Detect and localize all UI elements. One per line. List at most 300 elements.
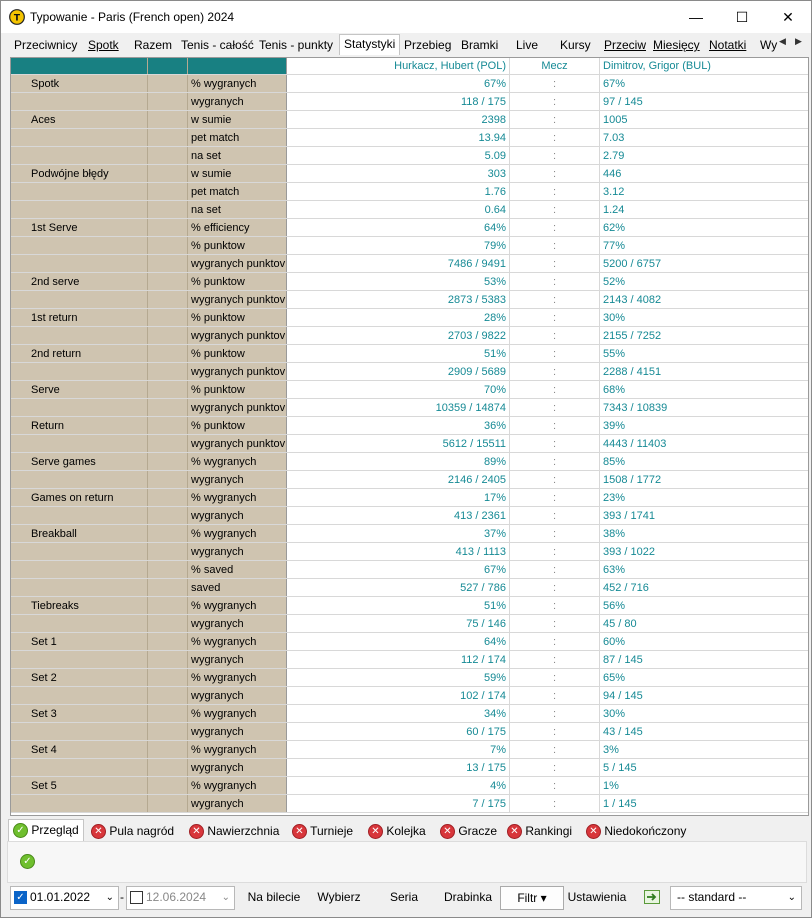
player2-value: 23%: [600, 489, 809, 507]
table-row[interactable]: [11, 651, 808, 669]
category-cell: 2nd serve: [11, 273, 148, 291]
match-value: :: [510, 327, 600, 345]
metric-cell: wygranych punktov: [188, 255, 287, 273]
minimize-button[interactable]: —: [689, 9, 703, 25]
spacer-cell: [148, 363, 188, 381]
btab-rankingi[interactable]: [507, 821, 572, 841]
match-value: :: [510, 489, 600, 507]
player1-value: 53%: [287, 273, 510, 291]
match-value: :: [510, 399, 600, 417]
category-cell: Games on return: [11, 489, 148, 507]
player1-value: 51%: [287, 597, 510, 615]
preset-select-value: -- standard --: [677, 890, 747, 904]
metric-cell: saved: [188, 579, 287, 597]
tab-razem[interactable]: Razem: [134, 38, 173, 52]
metric-cell: wygranych: [188, 687, 287, 705]
match-value: :: [510, 165, 600, 183]
table-row[interactable]: [11, 399, 808, 417]
date-to-picker[interactable]: [126, 886, 235, 910]
match-value: :: [510, 129, 600, 147]
metric-cell: % wygranych: [188, 453, 287, 471]
table-row[interactable]: [11, 93, 808, 111]
player1-value: 34%: [287, 705, 510, 723]
category-cell: [11, 759, 148, 777]
match-value: :: [510, 741, 600, 759]
category-cell: Podwójne błędy: [11, 165, 148, 183]
header-player1[interactable]: Hurkacz, Hubert (POL): [287, 58, 510, 75]
match-value: :: [510, 381, 600, 399]
spacer-cell: [148, 795, 188, 813]
match-value: :: [510, 75, 600, 93]
match-value: :: [510, 417, 600, 435]
table-row[interactable]: [11, 759, 808, 777]
player1-value: 0.64: [287, 201, 510, 219]
player2-value: 30%: [600, 309, 809, 327]
category-cell: 2nd return: [11, 345, 148, 363]
chevron-down-icon: ⌄: [221, 892, 230, 903]
check-icon: ✓: [13, 823, 28, 838]
table-row[interactable]: [11, 327, 808, 345]
spacer-cell: [148, 525, 188, 543]
metric-cell: wygranych punktov: [188, 363, 287, 381]
spacer-cell: [148, 237, 188, 255]
metric-cell: % wygranych: [188, 705, 287, 723]
match-value: :: [510, 705, 600, 723]
match-value: :: [510, 93, 600, 111]
table-row[interactable]: [11, 219, 808, 237]
metric-cell: % saved: [188, 561, 287, 579]
player1-value: 2873 / 5383: [287, 291, 510, 309]
table-row[interactable]: [11, 255, 808, 273]
player1-value: 2703 / 9822: [287, 327, 510, 345]
player2-value: 1005: [600, 111, 809, 129]
match-value: :: [510, 453, 600, 471]
filtr-dropdown-button[interactable]: Filtr ▾: [500, 886, 564, 910]
table-row[interactable]: [11, 543, 808, 561]
metric-cell: w sumie: [188, 165, 287, 183]
player1-value: 118 / 175: [287, 93, 510, 111]
tab-miesiecy[interactable]: Miesięcy: [653, 38, 700, 52]
table-row[interactable]: [11, 579, 808, 597]
metric-cell: % punktow: [188, 273, 287, 291]
tab-scroll-right-icon[interactable]: ▶: [795, 36, 802, 46]
spacer-cell: [148, 381, 188, 399]
header-cell: [148, 58, 188, 75]
btab-pula-nagrod[interactable]: [91, 821, 174, 841]
table-row[interactable]: [11, 381, 808, 399]
category-cell: [11, 435, 148, 453]
category-cell: [11, 399, 148, 417]
table-row[interactable]: [11, 453, 808, 471]
category-cell: [11, 471, 148, 489]
table-row[interactable]: [11, 525, 808, 543]
match-value: :: [510, 471, 600, 489]
category-cell: [11, 723, 148, 741]
table-row[interactable]: [11, 165, 808, 183]
category-cell: 1st Serve: [11, 219, 148, 237]
spacer-cell: [148, 291, 188, 309]
spacer-cell: [148, 147, 188, 165]
player2-value: 7343 / 10839: [600, 399, 809, 417]
ustawienia-button[interactable]: Ustawienia: [567, 890, 627, 904]
spacer-cell: [148, 489, 188, 507]
tab-scroll-left-icon[interactable]: ◀: [779, 36, 786, 46]
player2-value: 65%: [600, 669, 809, 687]
category-cell: [11, 543, 148, 561]
match-value: :: [510, 723, 600, 741]
table-row[interactable]: [11, 363, 808, 381]
spacer-cell: [148, 399, 188, 417]
player1-value: 51%: [287, 345, 510, 363]
main-tab-bar: [1, 34, 811, 54]
chevron-down-icon: ⌄: [105, 892, 114, 903]
category-cell: [11, 327, 148, 345]
player1-value: 13 / 175: [287, 759, 510, 777]
category-cell: [11, 615, 148, 633]
player2-value: 5 / 145: [600, 759, 809, 777]
metric-cell: pet match: [188, 183, 287, 201]
metric-cell: wygranych punktov: [188, 291, 287, 309]
player1-value: 7%: [287, 741, 510, 759]
player2-value: 1 / 145: [600, 795, 809, 813]
category-cell: [11, 651, 148, 669]
metric-cell: % punktow: [188, 309, 287, 327]
btab-label: Niedokończony: [604, 824, 687, 838]
spacer-cell: [148, 309, 188, 327]
btab-label: Rankingi: [525, 824, 573, 838]
spacer-cell: [148, 615, 188, 633]
category-cell: [11, 201, 148, 219]
spacer-cell: [148, 93, 188, 111]
na-bilecie-button[interactable]: Na bilecie: [247, 890, 301, 904]
match-value: :: [510, 507, 600, 525]
player1-value: 64%: [287, 219, 510, 237]
match-value: :: [510, 669, 600, 687]
btab-label: Nawierzchnia: [207, 824, 280, 838]
category-cell: [11, 93, 148, 111]
spacer-cell: [148, 219, 188, 237]
match-value: :: [510, 579, 600, 597]
table-row[interactable]: [11, 417, 808, 435]
btab-kolejka[interactable]: [368, 821, 426, 841]
spacer-cell: [148, 651, 188, 669]
player1-value: 28%: [287, 309, 510, 327]
player1-value: 4%: [287, 777, 510, 795]
match-value: :: [510, 147, 600, 165]
spacer-cell: [148, 129, 188, 147]
metric-cell: pet match: [188, 129, 287, 147]
table-row[interactable]: [11, 237, 808, 255]
match-value: :: [510, 219, 600, 237]
category-cell: 1st return: [11, 309, 148, 327]
window-title: Typowanie - Paris (French open) 2024: [30, 10, 235, 24]
player1-value: 1.76: [287, 183, 510, 201]
metric-cell: % wygranych: [188, 525, 287, 543]
table-row[interactable]: [11, 291, 808, 309]
match-value: :: [510, 651, 600, 669]
match-value: :: [510, 795, 600, 813]
spacer-cell: [148, 633, 188, 651]
metric-cell: w sumie: [188, 111, 287, 129]
category-cell: Serve: [11, 381, 148, 399]
table-row[interactable]: [11, 489, 808, 507]
btab-niedokonczony[interactable]: [586, 821, 686, 841]
error-x-icon: ✕: [507, 824, 522, 839]
table-row[interactable]: [11, 201, 808, 219]
tab-wy[interactable]: Wy: [760, 38, 778, 52]
category-cell: [11, 291, 148, 309]
table-row[interactable]: [11, 561, 808, 579]
btab-gracze[interactable]: [440, 821, 497, 841]
metric-cell: wygranych punktov: [188, 435, 287, 453]
player1-value: 79%: [287, 237, 510, 255]
metric-cell: wygranych: [188, 543, 287, 561]
spacer-cell: [148, 687, 188, 705]
table-row[interactable]: [11, 111, 808, 129]
category-cell: Set 1: [11, 633, 148, 651]
preset-select[interactable]: [670, 886, 802, 910]
player2-value: 38%: [600, 525, 809, 543]
spacer-cell: [148, 435, 188, 453]
player2-value: 1508 / 1772: [600, 471, 809, 489]
tab-przeciw[interactable]: Przeciw: [604, 38, 647, 52]
category-cell: Set 4: [11, 741, 148, 759]
tab-live[interactable]: Live: [516, 38, 539, 52]
error-x-icon: ✕: [368, 824, 383, 839]
metric-cell: % punktow: [188, 381, 287, 399]
player2-value: 45 / 80: [600, 615, 809, 633]
player2-value: 87 / 145: [600, 651, 809, 669]
header-mecz[interactable]: Mecz: [510, 58, 600, 75]
metric-cell: % punktow: [188, 417, 287, 435]
match-value: :: [510, 183, 600, 201]
table-row[interactable]: [11, 741, 808, 759]
category-cell: Set 2: [11, 669, 148, 687]
wybierz-button[interactable]: Wybierz: [317, 890, 361, 904]
player2-value: 1.24: [600, 201, 809, 219]
svg-text:T: T: [13, 13, 21, 24]
metric-cell: na set: [188, 147, 287, 165]
player2-value: 3.12: [600, 183, 809, 201]
table-row[interactable]: [11, 705, 808, 723]
player1-value: 102 / 174: [287, 687, 510, 705]
player1-value: 36%: [287, 417, 510, 435]
tab-tenis-punkty[interactable]: Tenis - punkty: [259, 38, 334, 52]
table-row[interactable]: [11, 795, 808, 813]
spacer-cell: [148, 273, 188, 291]
close-button[interactable]: ✕: [782, 9, 794, 25]
date-to-checkbox[interactable]: [130, 891, 143, 904]
match-value: :: [510, 111, 600, 129]
error-x-icon: ✕: [440, 824, 455, 839]
table-row[interactable]: [11, 345, 808, 363]
match-value: :: [510, 435, 600, 453]
spacer-cell: [148, 705, 188, 723]
table-row[interactable]: [11, 435, 808, 453]
spacer-cell: [148, 75, 188, 93]
table-row[interactable]: [11, 669, 808, 687]
apply-arrow-icon[interactable]: [644, 886, 660, 908]
table-row[interactable]: [11, 633, 808, 651]
tab-kursy[interactable]: Kursy: [560, 38, 591, 52]
error-x-icon: ✕: [586, 824, 601, 839]
category-cell: [11, 255, 148, 273]
player2-value: 52%: [600, 273, 809, 291]
player2-value: 97 / 145: [600, 93, 809, 111]
tab-przebieg[interactable]: Przebieg: [404, 38, 452, 52]
table-row[interactable]: [11, 147, 808, 165]
seria-button[interactable]: Seria: [389, 890, 418, 904]
category-cell: Aces: [11, 111, 148, 129]
player2-value: 62%: [600, 219, 809, 237]
metric-cell: % wygranych: [188, 669, 287, 687]
table-row[interactable]: [11, 129, 808, 147]
player2-value: 60%: [600, 633, 809, 651]
table-row[interactable]: [11, 309, 808, 327]
player1-value: 37%: [287, 525, 510, 543]
table-row[interactable]: [11, 723, 808, 741]
metric-cell: wygranych: [188, 759, 287, 777]
category-cell: Set 5: [11, 777, 148, 795]
btab-label: Przegląd: [31, 823, 79, 837]
date-from-value: 01.01.2022: [30, 890, 91, 904]
statistics-table: [11, 58, 808, 813]
player2-value: 68%: [600, 381, 809, 399]
player2-value: 94 / 145: [600, 687, 809, 705]
table-row[interactable]: [11, 183, 808, 201]
player2-value: 43 / 145: [600, 723, 809, 741]
spacer-cell: [148, 453, 188, 471]
metric-cell: wygranych: [188, 615, 287, 633]
date-separator: -: [120, 890, 124, 904]
match-value: :: [510, 597, 600, 615]
maximize-button[interactable]: ☐: [735, 9, 749, 25]
match-value: :: [510, 777, 600, 795]
table-row[interactable]: [11, 273, 808, 291]
player1-value: 5612 / 15511: [287, 435, 510, 453]
metric-cell: % wygranych: [188, 741, 287, 759]
player2-value: 77%: [600, 237, 809, 255]
player2-value: 2.79: [600, 147, 809, 165]
table-row[interactable]: [11, 471, 808, 489]
category-cell: [11, 687, 148, 705]
category-cell: [11, 183, 148, 201]
spacer-cell: [148, 165, 188, 183]
player1-value: 112 / 174: [287, 651, 510, 669]
match-value: :: [510, 615, 600, 633]
player1-value: 7 / 175: [287, 795, 510, 813]
player1-value: 2398: [287, 111, 510, 129]
player2-value: 393 / 1741: [600, 507, 809, 525]
player1-value: 527 / 786: [287, 579, 510, 597]
match-value: :: [510, 255, 600, 273]
player2-value: 2288 / 4151: [600, 363, 809, 381]
player2-value: 30%: [600, 705, 809, 723]
drabinka-button[interactable]: Drabinka: [443, 890, 493, 904]
spacer-cell: [148, 183, 188, 201]
match-value: :: [510, 543, 600, 561]
btab-label: Pula nagród: [109, 824, 175, 838]
tab-statystyki[interactable]: Statystyki: [339, 34, 400, 55]
header-cell: [188, 58, 287, 75]
metric-cell: wygranych: [188, 795, 287, 813]
player1-value: 2909 / 5689: [287, 363, 510, 381]
category-cell: [11, 795, 148, 813]
table-row[interactable]: [11, 687, 808, 705]
table-row[interactable]: [11, 615, 808, 633]
player1-value: 60 / 175: [287, 723, 510, 741]
btab-label: Kolejka: [386, 824, 426, 838]
header-player2[interactable]: Dimitrov, Grigor (BUL): [600, 58, 809, 75]
date-from-checkbox[interactable]: ✓: [14, 891, 27, 904]
btab-turnieje[interactable]: [292, 821, 353, 841]
match-value: :: [510, 687, 600, 705]
spacer-cell: [148, 471, 188, 489]
tab-notatki[interactable]: Notatki: [709, 38, 747, 52]
btab-nawierzchnia[interactable]: [189, 821, 279, 841]
player1-value: 70%: [287, 381, 510, 399]
player2-value: 56%: [600, 597, 809, 615]
btab-label: Gracze: [458, 824, 498, 838]
metric-cell: % punktow: [188, 237, 287, 255]
category-cell: [11, 507, 148, 525]
spacer-cell: [148, 759, 188, 777]
metric-cell: wygranych: [188, 93, 287, 111]
status-ok-icon: ✓: [20, 854, 35, 869]
table-row[interactable]: [11, 777, 808, 795]
match-value: :: [510, 633, 600, 651]
match-value: :: [510, 525, 600, 543]
player1-value: 64%: [287, 633, 510, 651]
tab-spotk[interactable]: Spotk: [88, 38, 119, 52]
table-row[interactable]: [11, 597, 808, 615]
category-cell: [11, 147, 148, 165]
player2-value: 393 / 1022: [600, 543, 809, 561]
player1-value: 5.09: [287, 147, 510, 165]
date-from-picker[interactable]: [10, 886, 119, 910]
metric-cell: % wygranych: [188, 75, 287, 93]
player2-value: 2155 / 7252: [600, 327, 809, 345]
player1-value: 67%: [287, 75, 510, 93]
title-bar: [1, 1, 811, 33]
player2-value: 452 / 716: [600, 579, 809, 597]
metric-cell: wygranych: [188, 471, 287, 489]
player1-value: 2146 / 2405: [287, 471, 510, 489]
btab-label: Turnieje: [310, 824, 354, 838]
error-x-icon: ✕: [292, 824, 307, 839]
tab-przeciwnicy[interactable]: Przeciwnicy: [14, 38, 78, 52]
table-row[interactable]: [11, 75, 808, 93]
metric-cell: % wygranych: [188, 597, 287, 615]
overview-panel: [7, 841, 807, 883]
spacer-cell: [148, 723, 188, 741]
spacer-cell: [148, 201, 188, 219]
header-cell: [11, 58, 148, 75]
tab-tenis-calosc[interactable]: Tenis - całość: [181, 38, 254, 52]
player1-value: 59%: [287, 669, 510, 687]
btab-przeglad[interactable]: [8, 819, 84, 842]
player2-value: 4443 / 11403: [600, 435, 809, 453]
table-row[interactable]: [11, 507, 808, 525]
metric-cell: % wygranych: [188, 489, 287, 507]
tab-bramki[interactable]: Bramki: [461, 38, 499, 52]
metric-cell: % wygranych: [188, 633, 287, 651]
spacer-cell: [148, 579, 188, 597]
spacer-cell: [148, 741, 188, 759]
match-value: :: [510, 237, 600, 255]
category-cell: Serve games: [11, 453, 148, 471]
metric-cell: wygranych: [188, 651, 287, 669]
